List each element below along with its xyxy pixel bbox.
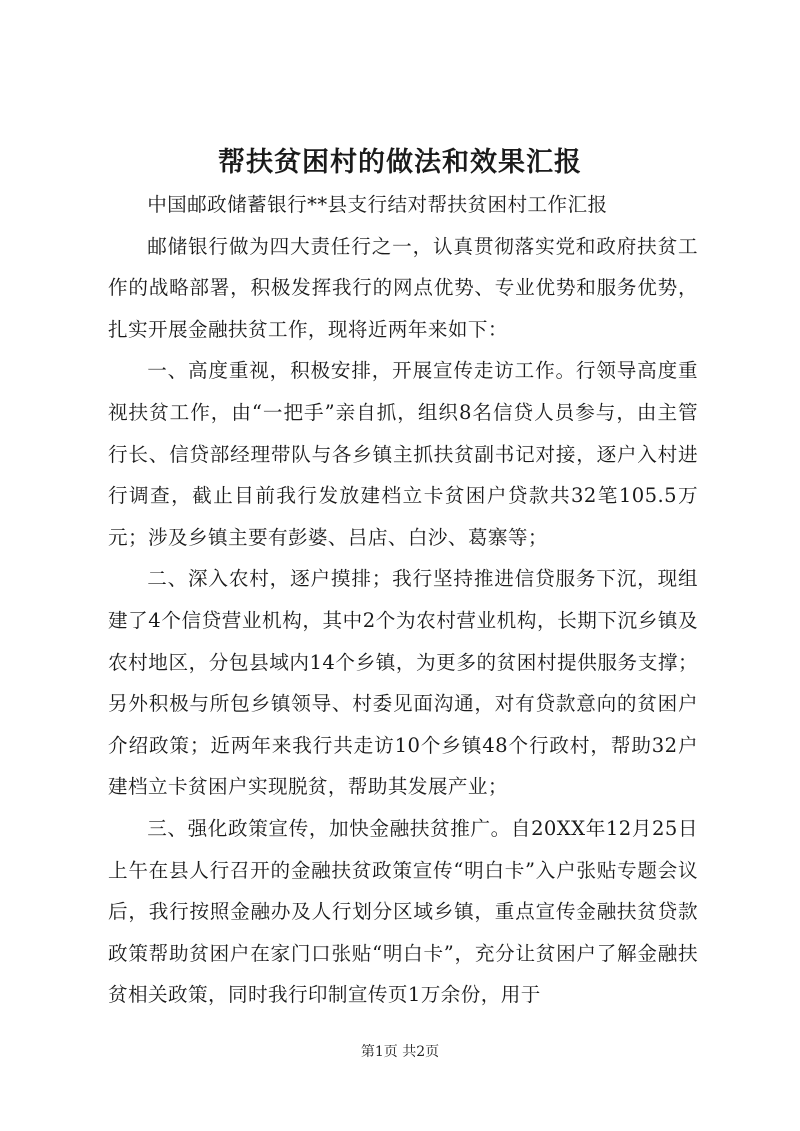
section-one-paragraph: 一、高度重视，积极安排，开展宣传走访工作。行领导高度重视扶贫工作，由“一把手”亲自抓，组织8名信贷人员参与，由主管行长、信贷部经理带队与各乡镇主抓扶贫副书记对接，逐户入村进行调查，截止目前我行发放建档立卡贫困户贷款共32笔105.5万元；涉及乡镇主要有彭婆、吕店、白沙、葛寨等； <box>108 359 698 549</box>
document-body <box>108 184 698 1016</box>
subtitle-paragraph: 中国邮政储蓄银行**县支行结对帮扶贫困村工作汇报 <box>147 193 608 216</box>
page-number-footer: 第1页 共2页 <box>360 1044 440 1060</box>
section-two-paragraph: 二、深入农村，逐户摸排；我行坚持推进信贷服务下沉，现组建了4个信贷营业机构，其中2个为农村营业机构，长期下沉乡镇及农村地区，分包县域内14个乡镇，为更多的贫困村提供服务支撑；另外积极与所包乡镇领导、村委见面沟通，对有贷款意向的贫困户介绍政策；近两年来我行共走访10个乡镇48个行政村，帮助32户建档立卡贫困户实现脱贫，帮助其发展产业； <box>108 567 698 799</box>
section-three-paragraph: 三、强化政策宣传，加快金融扶贫推广。自20XX年12月25日上午在县人行召开的金融扶贫政策宣传“明白卡”入户张贴专题会议后，我行按照金融办及人行划分区域乡镇，重点宣传金融扶贫贷款政策帮助贫困户在家门口张贴“明白卡”，充分让贫困户了解金融扶贫相关政策，同时我行印制宣传页1万余份，用于 <box>108 816 698 1007</box>
intro-paragraph: 邮储银行做为四大责任行之一，认真贯彻落实党和政府扶贫工作的战略部署，积极发挥我行的网点优势、专业优势和服务优势，扎实开展金融扶贫工作，现将近两年来如下： <box>108 234 698 341</box>
page-title: 帮扶贫困村的做法和效果汇报 <box>218 147 582 178</box>
